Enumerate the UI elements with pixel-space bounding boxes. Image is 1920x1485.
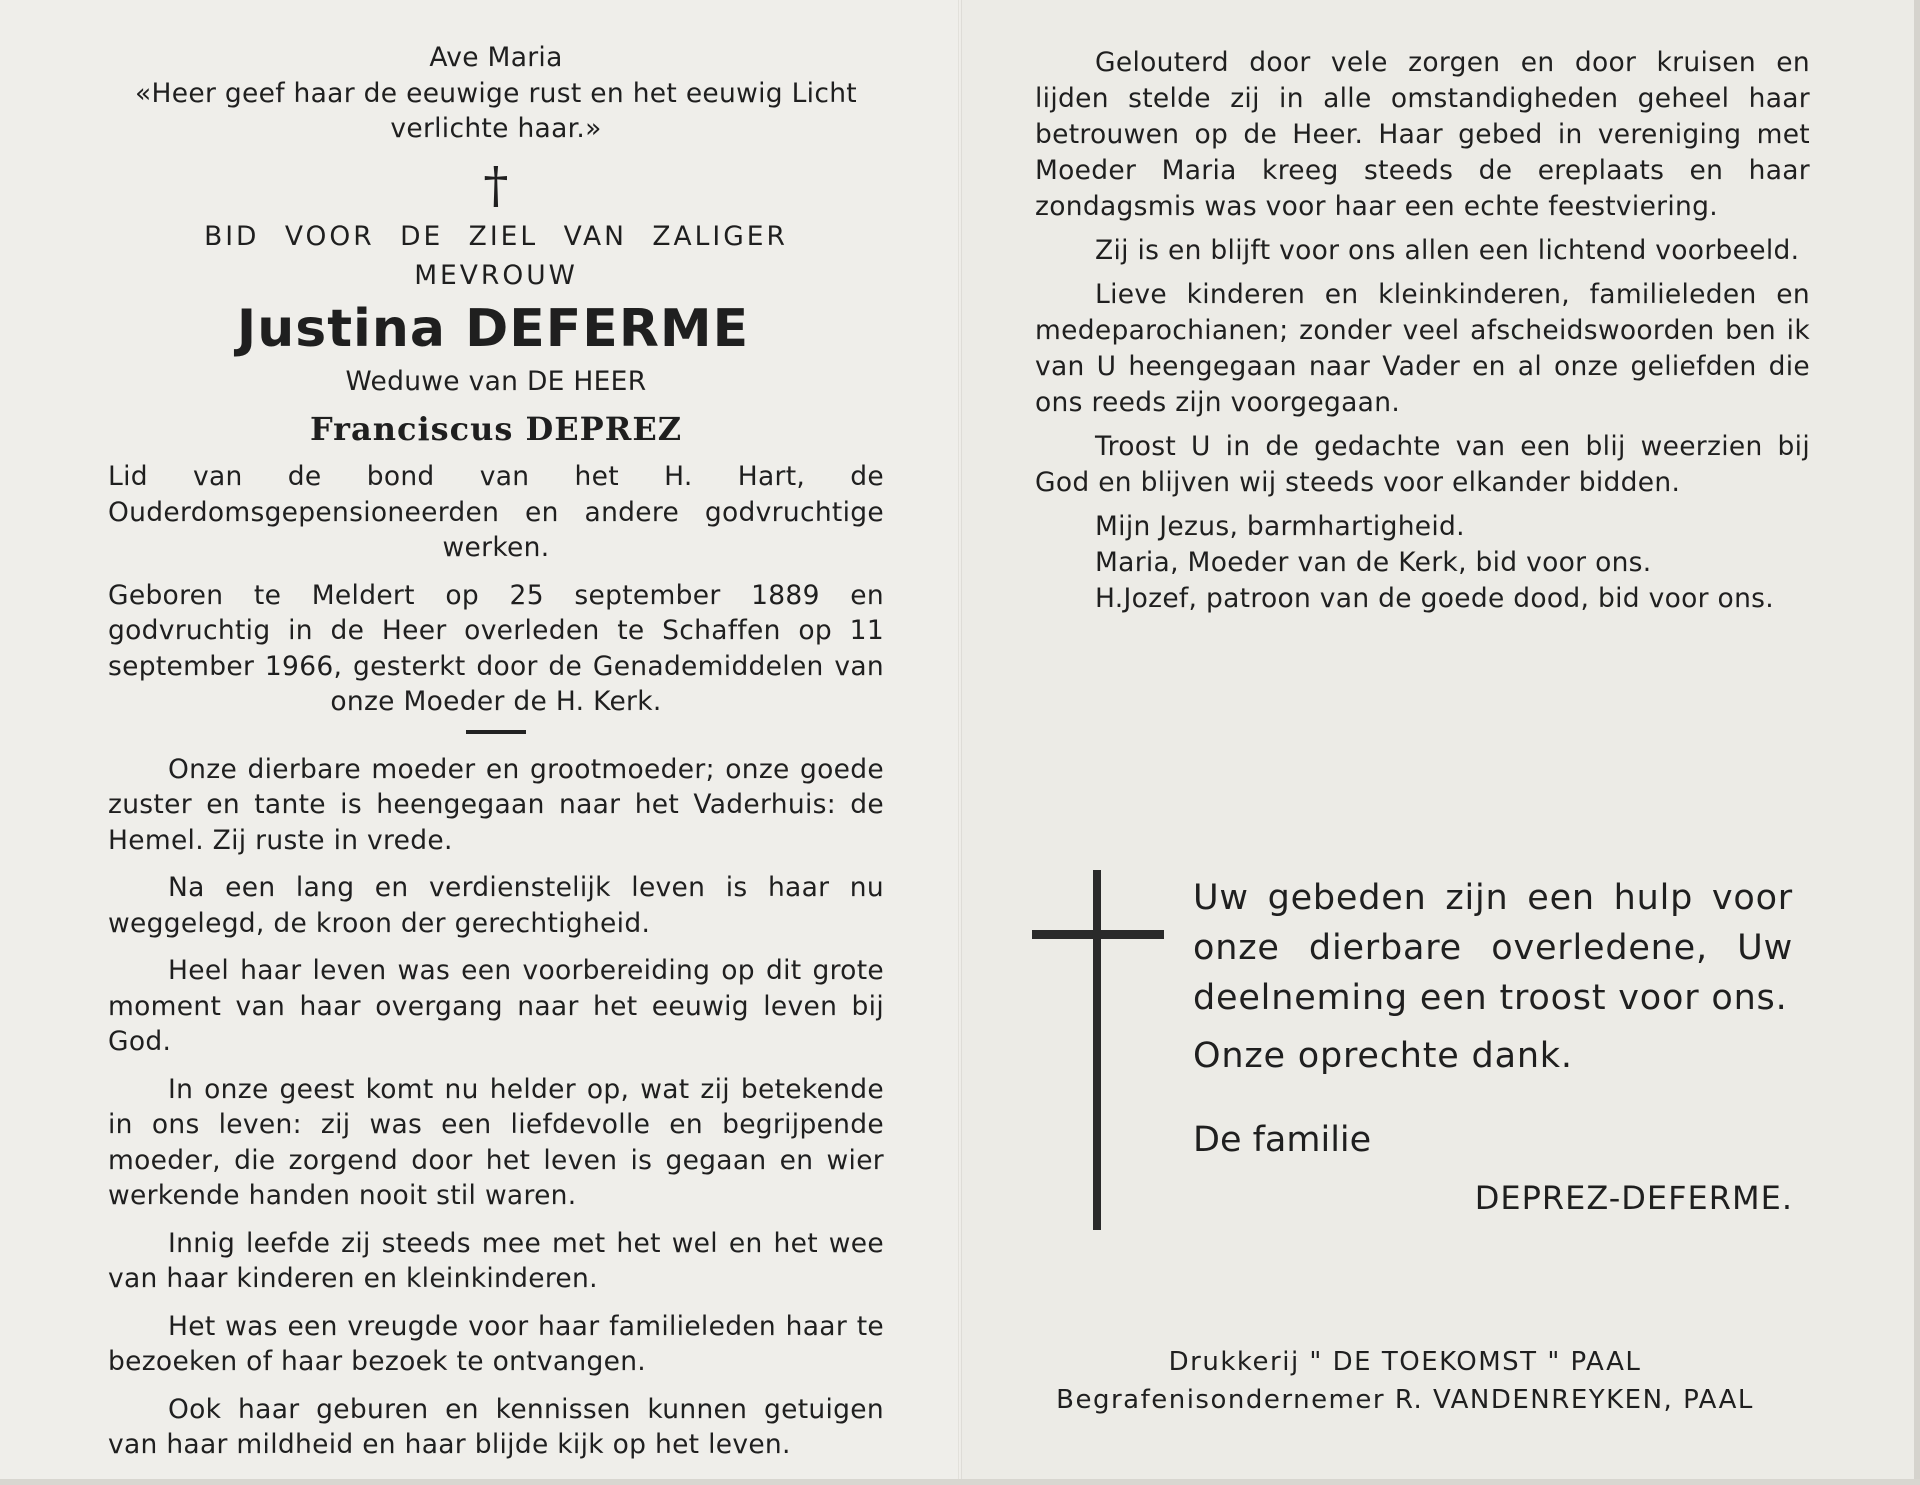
invocation: Maria, Moeder van de Kerk, bid voor ons.	[1095, 547, 1652, 578]
bid-heading: BID VOOR DE ZIEL VAN ZALIGER	[204, 220, 788, 252]
card-edge-bottom	[0, 1479, 1920, 1485]
membership-text: Lid van de bond van het H. Hart, de Ouderdomsgepensioneerden en andere godvruchtige werken.	[108, 461, 884, 563]
paragraph: Troost U in de gedachte van een blij weerzien bij God en blijven wij steeds voor elkander bidden.	[1035, 431, 1810, 498]
paragraph: Innig leefde zij steeds mee met het wel en het wee van haar kinderen en kleinkinderen.	[108, 1227, 884, 1294]
large-cross-icon	[1093, 870, 1101, 1230]
paragraph: Zij is en blijft voor ons allen een lichtend voorbeeld.	[1095, 235, 1800, 266]
thanks-line-2: Onze oprechte dank.	[1193, 1036, 1573, 1076]
printer-info	[1035, 1343, 1775, 1419]
prayer-line-2: verlichte haar.»	[390, 113, 602, 144]
family-label: De familie	[1193, 1120, 1372, 1160]
deceased-name: Justina DEFERME	[236, 298, 750, 359]
divider	[466, 730, 526, 734]
invocation: Mijn Jezus, barmhartigheid.	[1095, 511, 1465, 542]
title-mevrouw: MEVROUW	[414, 260, 578, 291]
right-column	[1035, 45, 1810, 617]
thanks-text	[1193, 873, 1793, 1081]
prayer-line-1: «Heer geef haar de eeuwige rust en het eeuwig Licht	[135, 77, 857, 109]
large-cross-bar	[1032, 930, 1164, 939]
cross-icon: †	[483, 155, 509, 214]
card-edge	[1914, 0, 1920, 1485]
ave-maria: Ave Maria	[429, 42, 563, 73]
paragraph: Gelouterd door vele zorgen en door kruisen en lijden stelde zij in alle omstandigheden geheel haar betrouwen op de Heer. Haar gebed in vereniging met Moeder Maria kreeg steeds de ereplaats en haar zondagsmis was voor haar een echte feestviering.	[1035, 47, 1810, 222]
paragraph: In onze geest komt nu helder op, wat zij betekende in ons leven: zij was een liefdevolle en begrijpende moeder, die zorgend door het leven is gegaan en wier werkende handen nooit stil waren.	[108, 1073, 884, 1211]
thanks-line: Uw gebeden zijn een hulp voor onze dierbare overledene, Uw deelneming een troost voor ons.	[1193, 878, 1793, 1018]
widow-line: Weduwe van DE HEER	[345, 365, 647, 397]
family-signature: DEPREZ-DEFERME.	[1474, 1179, 1793, 1217]
paragraph: Lieve kinderen en kleinkinderen, familieleden en medeparochianen; zonder veel afscheidswoorden ben ik van U heengegaan naar Vader en al onze geliefden die ons reeds zijn voorgegaan.	[1035, 279, 1810, 418]
paragraph: Onze dierbare moeder en grootmoeder; onze goede zuster en tante is heengegaan naar het Vaderhuis: de Hemel. Zij ruste in vrede.	[108, 753, 884, 856]
paragraph: Ook haar geburen en kennissen kunnen getuigen van haar mildheid en haar blijde kijk op het leven.	[108, 1393, 884, 1460]
paragraph: Na een lang en verdienstelijk leven is haar nu weggelegd, de kroon der gerechtigheid.	[108, 872, 884, 939]
printer-line: Drukkerij " DE TOEKOMST " PAAL	[1168, 1347, 1642, 1377]
undertaker-line: Begrafenisondernemer R. VANDENREYKEN, PAAL	[1056, 1385, 1754, 1415]
card-fold	[958, 0, 962, 1485]
birth-death-text: Geboren te Meldert op 25 september 1889 en godvruchtig in de Heer overleden te Schaffen op 11 september 1966, gesterkt door de Genademiddelen van onze Moeder de H. Kerk.	[108, 579, 884, 717]
paragraph: Heel haar leven was een voorbereiding op dit grote moment van haar overgang naar het eeuwig leven bij God.	[108, 955, 884, 1057]
left-column	[108, 40, 884, 1475]
invocation: H.Jozef, patroon van de goede dood, bid voor ons.	[1095, 583, 1774, 614]
husband-name: Franciscus DEPREZ	[309, 410, 683, 448]
paragraph: Het was een vreugde voor haar familieleden haar te bezoeken of haar bezoek te ontvangen.	[108, 1310, 884, 1377]
